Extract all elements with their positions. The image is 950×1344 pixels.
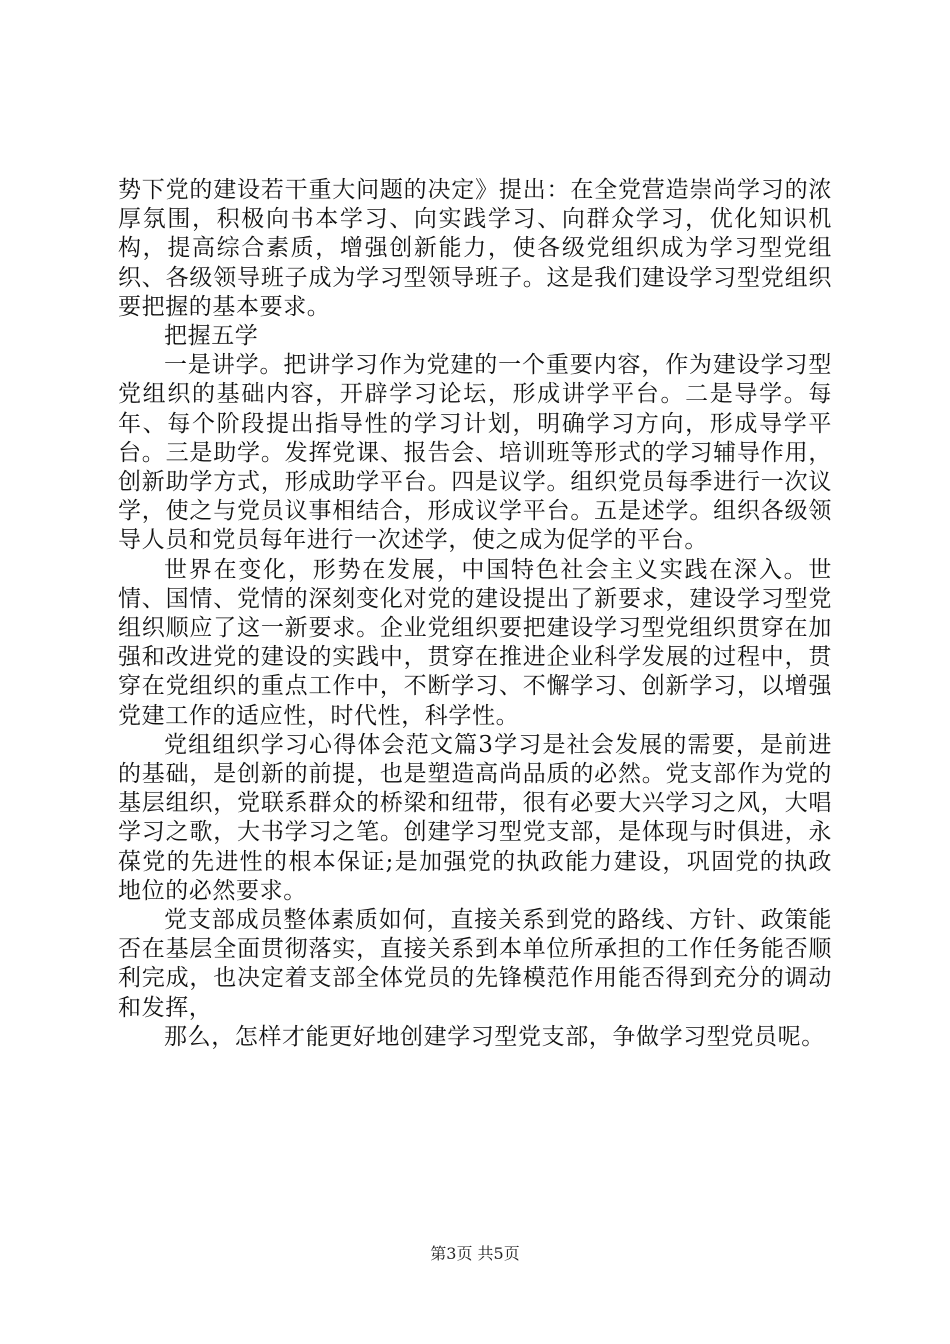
paragraph-closing-question: 那么，怎样才能更好地创建学习型党支部，争做学习型党员呢。 [164,1023,825,1050]
paragraph-world-changing: 世界在变化，形势在发展，中国特色社会主义实践在深入。世情、国情、党情的深刻变化对党的建设提出了新要求，建设学习型党组织顺应了这一新要求。企业党组织要把建设学习型党组织贯穿在加强和改进党的建设的实践中，贯穿在推进企业科学发展的过程中，贯穿在党组织的重点工作中，不断学习、不懈学习、创新学习，以增强党建工作的适应性，时代性，科学性。 [118,556,832,729]
section-heading-wuxue: 把握五学 [164,323,259,350]
paragraph-five-learnings: 一是讲学。把讲学习作为党建的一个重要内容，作为建设学习型党组织的基础内容，开辟学习论坛，形成讲学平台。二是导学。每年、每个阶段提出指导性的学习计划，明确学习方向，形成导学平台。三是助学。发挥党课、报告会、培训班等形式的学习辅导作用，创新助学方式，形成助学平台。四是议学。组织党员每季进行一次议学，使之与党员议事相结合，形成议学平台。五是述学。组织各级领导人员和党员每年进行一次述学，使之成为促学的平台。 [118,352,832,554]
paragraph-branch-quality: 党支部成员整体素质如何，直接关系到党的路线、方针、政策能否在基层全面贯彻落实，直接关系到本单位所承担的工作任务能否顺利完成，也决定着支部全体党员的先锋模范作用能否得到充分的调动和发挥， [118,907,832,1021]
paragraph-continuation: 势下党的建设若干重大问题的决定》提出：在全党营造崇尚学习的浓厚氛围，积极向书本学习、向实践学习、向群众学习，优化知识机构，提高综合素质，增强创新能力，使各级党组织成为学习型党组织、各级领导班子成为学习型领导班子。这是我们建设学习型党组织要把握的基本要求。 [118,177,832,320]
document-body [118,176,832,1052]
paragraph-sample-article-3: 党组组织学习心得体会范文篇3学习是社会发展的需要，是前进的基础，是创新的前提，也是塑造高尚品质的必然。党支部作为党的基层组织，党联系群众的桥梁和纽带，很有必要大兴学习之风，大唱学习之歌，大书学习之笔。创建学习型党支部，是体现与时俱进，永葆党的先进性的根本保证;是加强党的执政能力建设，巩固党的执政地位的必然要求。 [118,731,832,904]
page-number-footer: 第3页 共5页 [430,1244,520,1263]
